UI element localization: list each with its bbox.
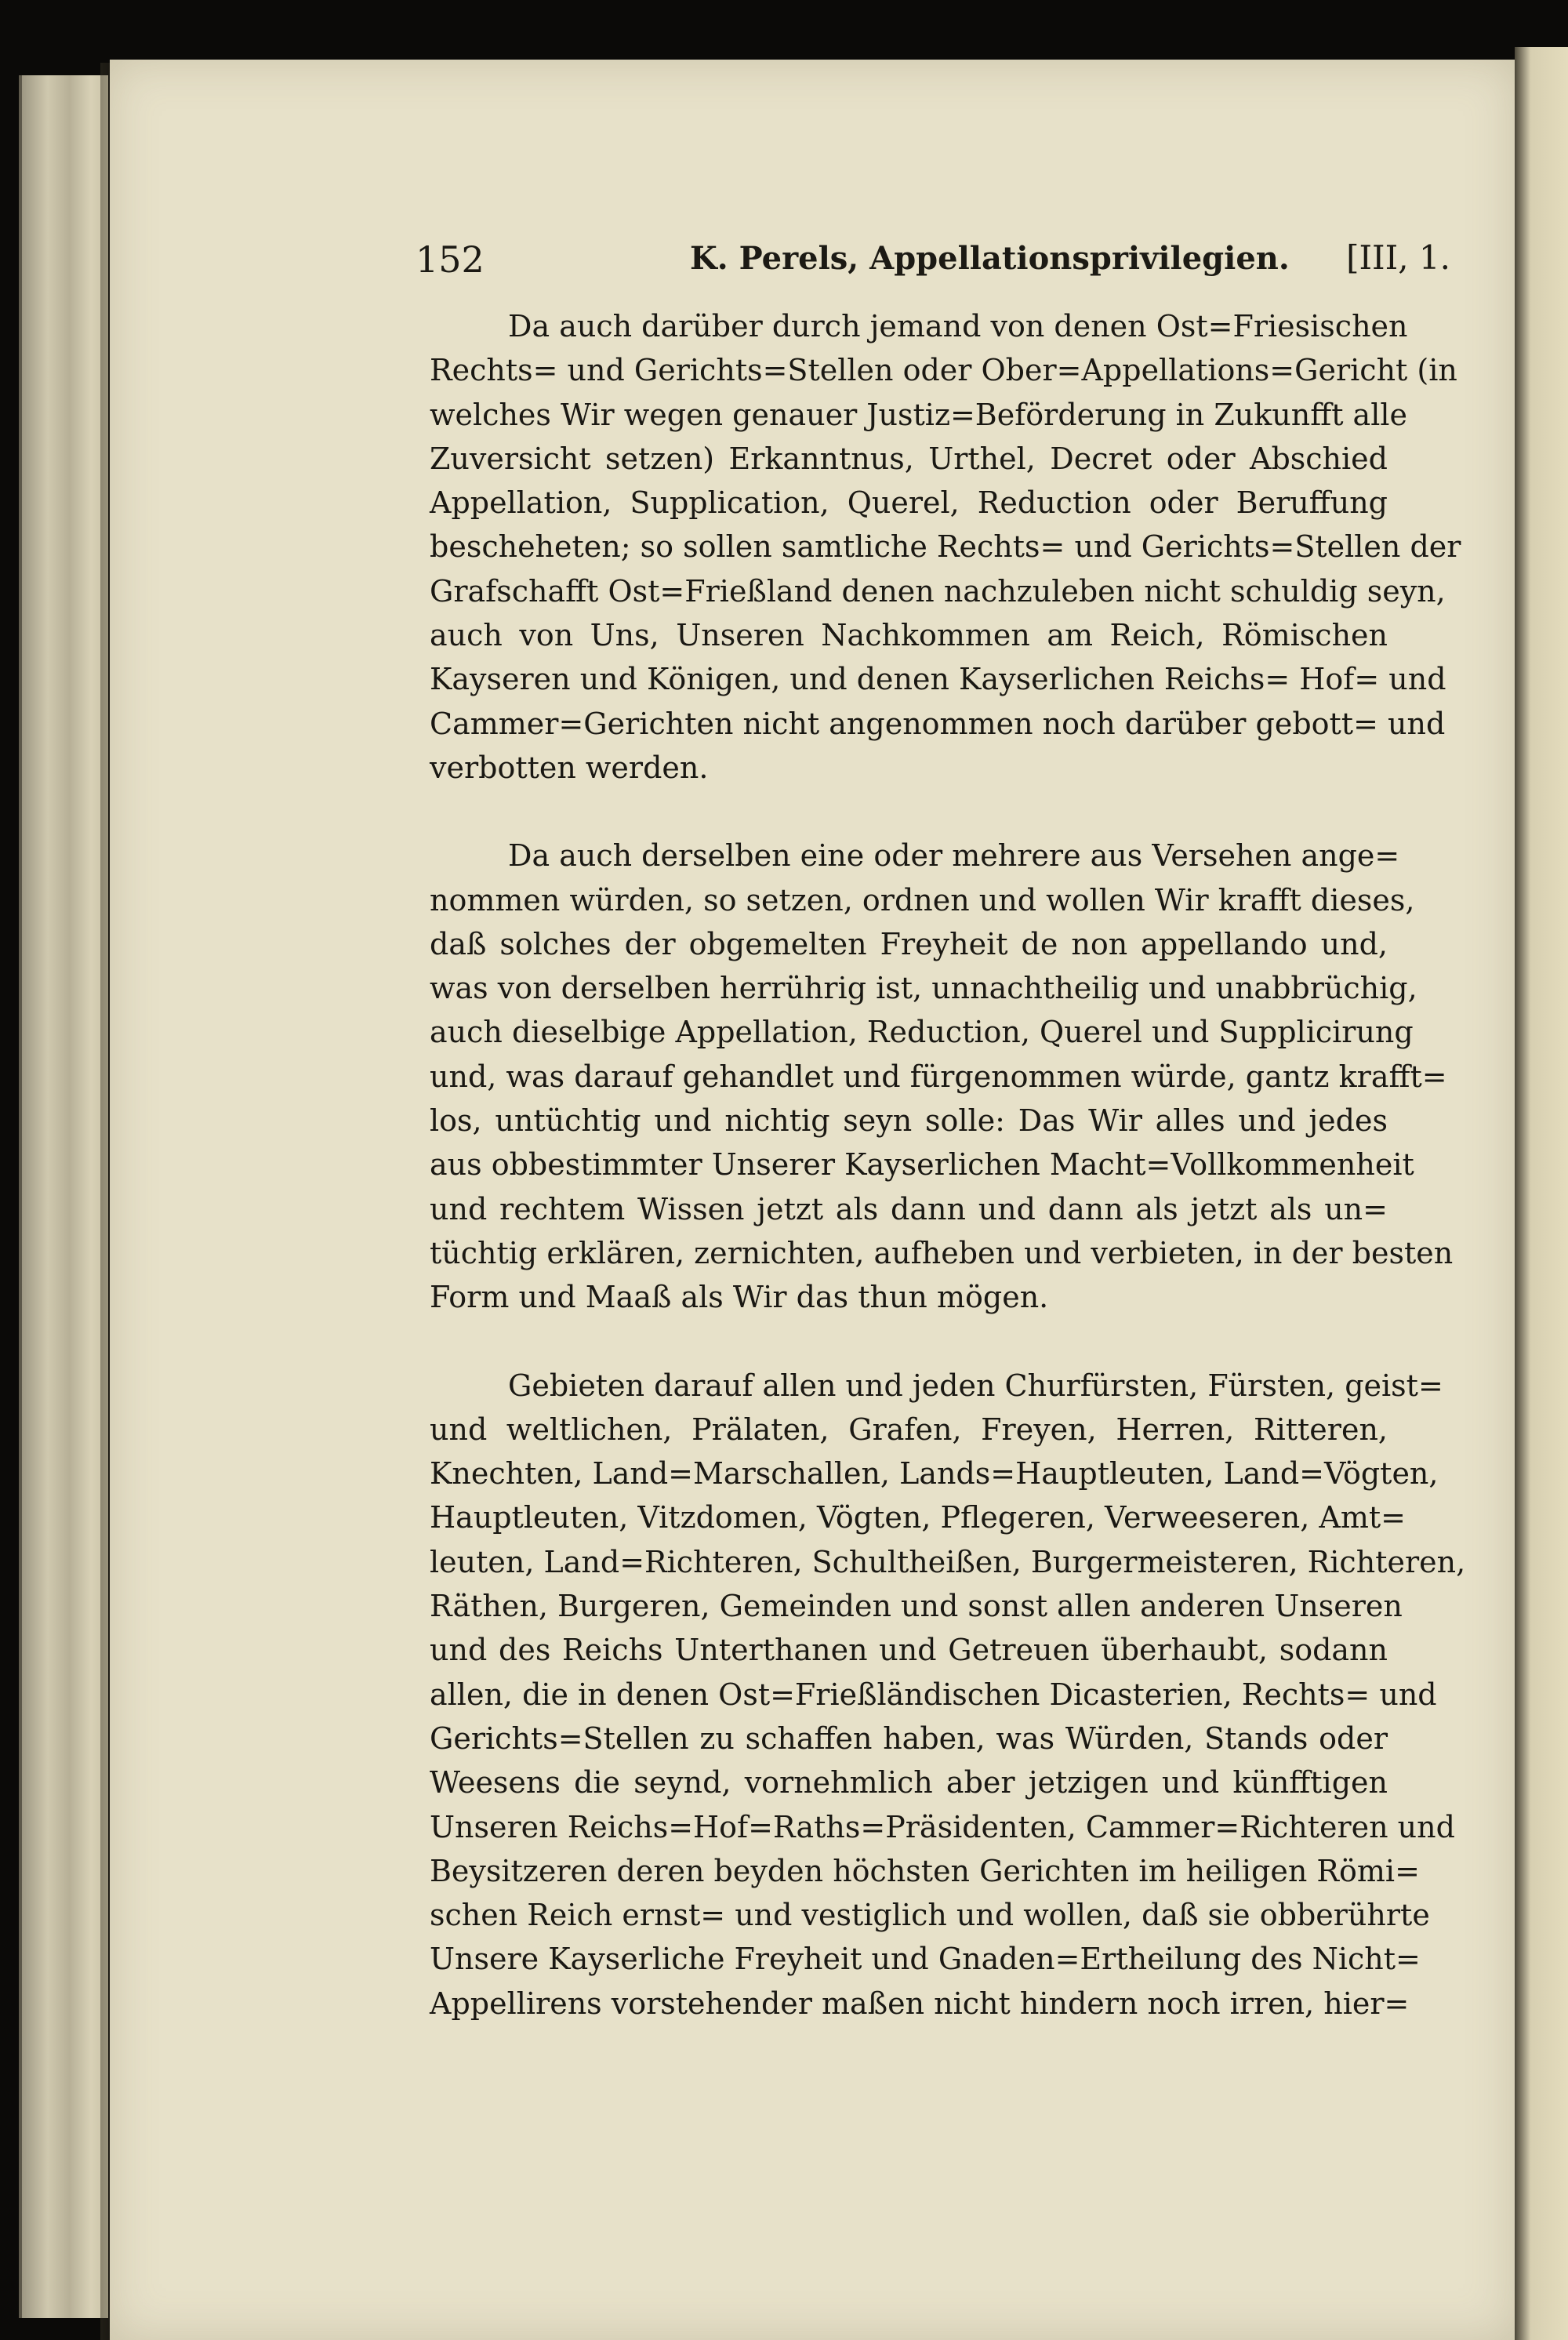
text-line: Gebieten darauf allen und jeden Churfürsten, Fürsten, geist= [508,1368,1443,1403]
text-line: Unsere Kayserliche Freyheit und Gnaden=Ertheilung des Nicht= [430,1942,1421,1977]
body-text [430,304,1466,2069]
text-line: Knechten, Land=Marschallen, Lands=Hauptleuten, Land=Vögten, [430,1456,1439,1492]
section-reference: [III, 1. [1346,238,1450,277]
text-line: Räthen, Burgeren, Gemeinden und sonst allen anderen Unseren [430,1589,1403,1624]
paragraph-3 [430,1364,1466,2026]
text-line: nommen würden, so setzen, ordnen und wollen Wir krafft dieses, [430,882,1415,917]
text-line: schen Reich ernst= und vestiglich und wollen, daß sie obberührte [430,1898,1430,1933]
text-line: was von derselben herrührig ist, unnachtheilig und unabbrüchig, [430,971,1417,1006]
text-line: bescheheten; so sollen samtliche Rechts= und Gerichts=Stellen der [430,529,1461,565]
text-line: tüchtig erklären, zernichten, aufheben und verbieten, in der besten [430,1235,1454,1270]
paragraph-2 [430,834,1454,1319]
text-line: Unseren Reichs=Hof=Raths=Präsidenten, Cammer=Richteren und [430,1809,1455,1844]
text-line: auch von Uns, Unseren Nachkommen am Reich, Römischen [430,618,1388,653]
text-line: Beysitzeren deren beyden höchsten Gerichten im heiligen Römi= [430,1853,1420,1888]
text-line: und des Reichs Unterthanen und Getreuen überhaubt, sodann [430,1633,1388,1668]
text-line: Form und Maaß als Wir das thun mögen. [430,1280,1049,1315]
text-line: Hauptleuten, Vitzdomen, Vögten, Pflegeren, Verweeseren, Amt= [430,1500,1406,1535]
text-line: Cammer=Gerichten nicht angenommen noch darüber gebott= und [430,706,1446,741]
page-stack-edges [19,75,108,2318]
running-title: K. Perels, Appellationsprivilegien. [690,240,1290,277]
text-line: daß solches der obgemelten Freyheit de non appellando und, [430,926,1388,961]
text-line: welches Wir wegen genauer Justiz=Beförderung in Zukunfft alle [430,397,1408,432]
text-line: und, was darauf gehandlet und fürgenommen würde, gantz krafft= [430,1059,1447,1094]
text-line: Weesens die seynd, vornehmlich aber jetzigen und künfftigen [430,1765,1388,1800]
text-line: aus obbestimmter Unserer Kayserlichen Macht=Vollkommenheit [430,1147,1414,1183]
text-line: auch dieselbige Appellation, Reduction, Querel und Supplicirung [430,1015,1414,1050]
text-line: Appellation, Supplication, Querel, Reduction oder Beruffung [430,485,1388,521]
text-line: Gerichts=Stellen zu schaffen haben, was Würden, Stands oder [430,1720,1388,1756]
text-line: Appellirens vorstehender maßen nicht hindern noch irren, hier= [430,1986,1410,2021]
paragraph-1 [430,304,1461,790]
text-line: verbotten werden. [430,750,709,785]
text-line: Rechts= und Gerichts=Stellen oder Ober=Appellations=Gericht (in [430,353,1457,388]
text-line: Kayseren und Königen, und denen Kayserlichen Reichs= Hof= und [430,662,1446,697]
next-page-edge [1515,47,1568,2340]
running-header [416,235,1450,290]
text-line: Da auch darüber durch jemand von denen Ost=Friesischen [508,309,1408,343]
text-line: Zuversicht setzen) Erkanntnus, Urthel, Decret oder Abschied [430,441,1388,476]
page-number: 152 [416,238,485,281]
text-line: los, untüchtig und nichtig seyn solle: Das Wir alles und jedes [430,1103,1388,1139]
text-line: und weltlichen, Prälaten, Grafen, Freyen, Herren, Ritteren, [430,1412,1388,1447]
text-line: leuten, Land=Richteren, Schultheißen, Burgermeisteren, Richteren, [430,1544,1466,1579]
text-line: Da auch derselben eine oder mehrere aus Versehen ange= [508,838,1400,874]
text-line: Grafschafft Ost=Frießland denen nachzuleben nicht schuldig seyn, [430,573,1446,609]
text-line: allen, die in denen Ost=Frießländischen Dicasterien, Rechts= und [430,1677,1437,1712]
text-line: und rechtem Wissen jetzt als dann und dann als jetzt als un= [430,1191,1388,1226]
